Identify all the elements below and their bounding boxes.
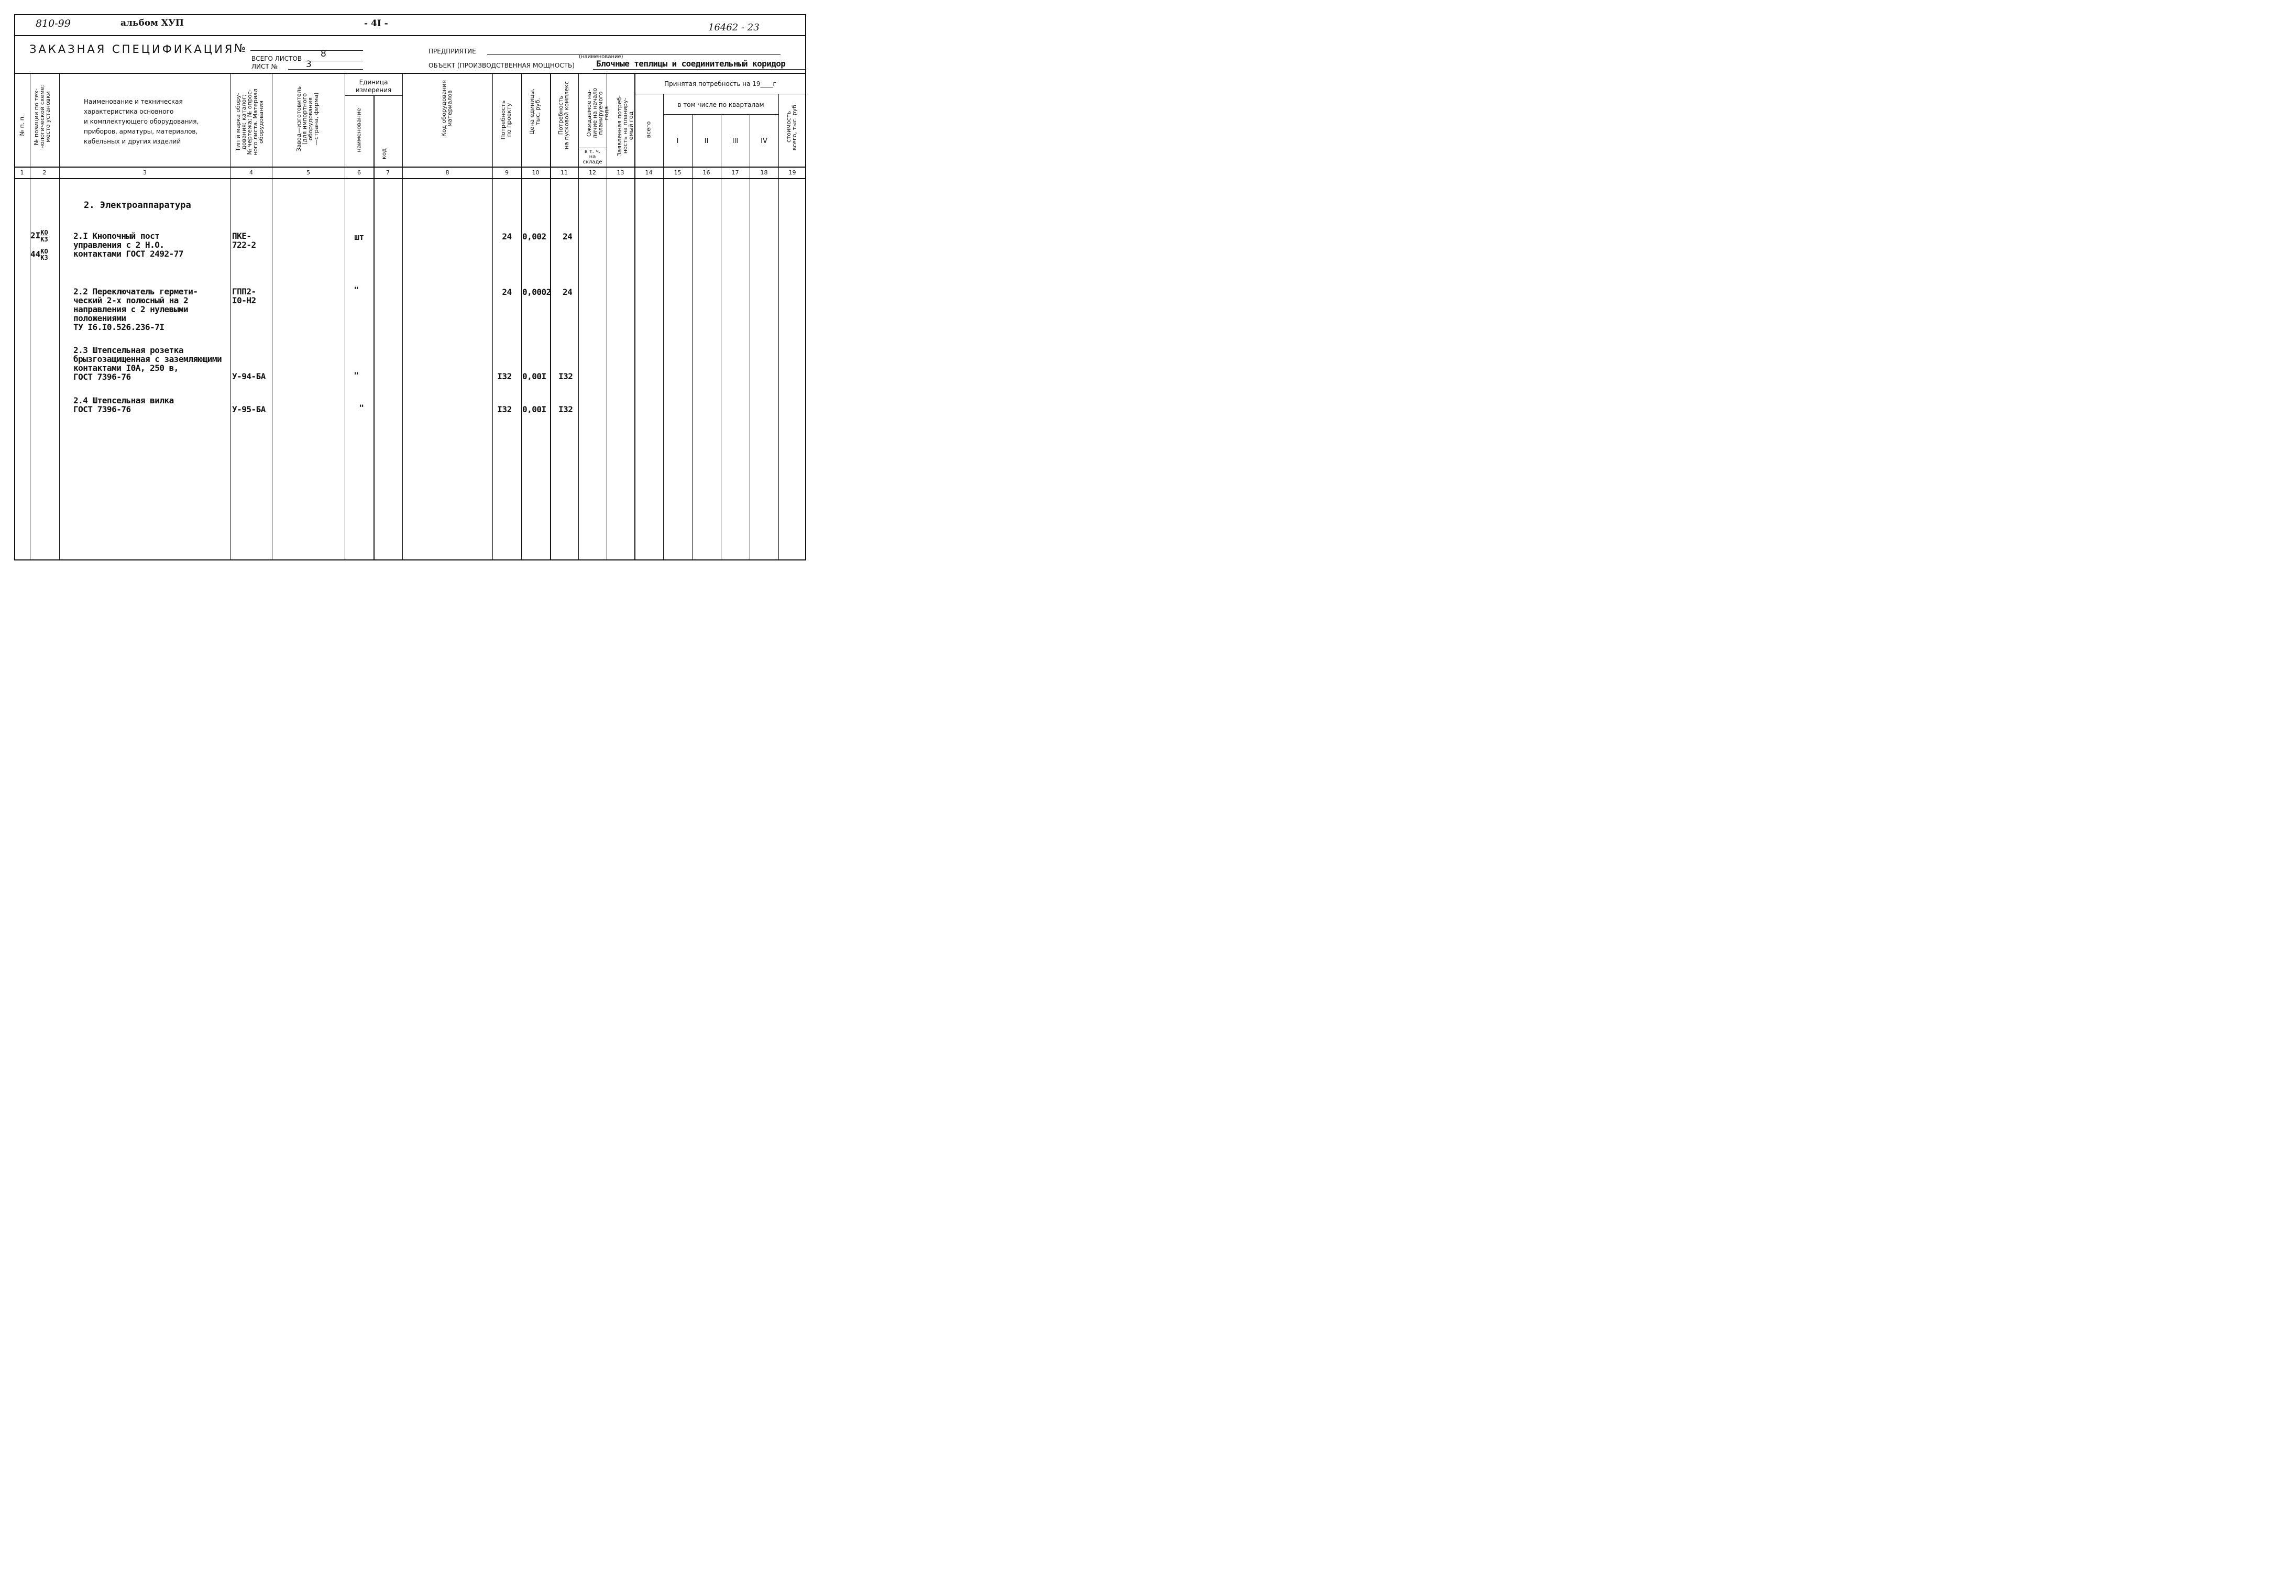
col-header-5: Завод—изготовитель (для импортного оборудования —страна, фирма)	[295, 86, 320, 152]
column-number: 18	[760, 169, 768, 176]
item-type: ГПП2- I0-Н2	[232, 287, 256, 305]
column-number: 15	[674, 169, 682, 176]
grid-line	[663, 114, 778, 115]
column-number: 9	[505, 169, 509, 176]
total-sheets-value: 8	[321, 49, 326, 59]
position-fraction	[40, 229, 48, 243]
grid-line	[692, 114, 693, 560]
item-name: 2.3 Штепсельная розетка брызгозащищенная с заземляющими контактами I0А, 250 в, ГОСТ 7396-76	[73, 345, 222, 382]
document-code-left: 810-99	[36, 18, 71, 29]
column-number: 13	[617, 169, 624, 176]
item-type: ПКЕ- 722-2	[232, 231, 256, 250]
column-number: 3	[143, 169, 147, 176]
position-fraction-top: КО	[40, 248, 48, 255]
col-header-14: всего	[645, 121, 652, 138]
table-top-border	[14, 73, 806, 74]
item-price: 0,0002	[522, 287, 551, 297]
column-number: 16	[702, 169, 710, 176]
grid-line	[663, 94, 664, 560]
grid-line	[402, 73, 403, 560]
position-number: 44	[30, 249, 41, 259]
grid-line	[778, 94, 779, 560]
quarters-group-header: в том числе по кварталам	[677, 101, 764, 108]
grid-line	[59, 73, 60, 560]
grid-line	[550, 73, 551, 560]
column-number: 19	[788, 169, 796, 176]
col-header-19: стоимость всего, тыс. руб.	[785, 103, 798, 151]
item-price: 0,002	[522, 232, 546, 241]
column-number: 11	[561, 169, 568, 176]
column-number: 6	[357, 169, 361, 176]
column-number: 14	[645, 169, 653, 176]
object-value: Блочные теплицы и соединительный коридор	[596, 59, 786, 69]
item-type: У-95-БА	[232, 404, 266, 414]
item-price: 0,00I	[522, 404, 546, 414]
col-header-1: № п. п.	[18, 115, 26, 136]
position-fraction	[40, 248, 48, 261]
item-unit: "	[354, 370, 359, 380]
page-number: - 4I -	[364, 18, 388, 29]
col-header-2: № позиции по тех- нологической схеме; место установки	[33, 84, 51, 149]
item-unit: "	[359, 403, 364, 413]
column-number: 7	[386, 169, 390, 176]
grid-line	[14, 167, 806, 168]
sheet-value: 3	[306, 59, 312, 70]
position-code	[30, 248, 48, 261]
item-name: 2.2 Переключатель гермети- ческий 2-х полюсный на 2 направления с 2 нулевыми положениями ТУ I6.I0.526.236-7I	[73, 287, 198, 332]
column-number: 1	[20, 169, 24, 176]
grid-line	[492, 73, 493, 560]
item-launch: I32	[558, 371, 573, 381]
document-code-right: 16462 - 23	[708, 22, 760, 33]
col-header-13: Заявленная потреб- ность на планиру- емый год	[616, 95, 634, 157]
col-header-12-sub: в т. ч. на складе	[583, 149, 602, 165]
item-need: 24	[502, 232, 512, 241]
grid-line	[14, 178, 806, 179]
col-header-11: Потребность на пусковой комплекс	[557, 81, 570, 149]
grid-line	[578, 73, 579, 560]
document-title: ЗАКАЗНАЯ СПЕЦИФИКАЦИЯ	[29, 43, 235, 56]
item-unit: "	[354, 285, 359, 295]
item-launch: I32	[558, 404, 573, 414]
col-header-3: Наименование и техническая характеристика основного и комплектующего оборудования, приборов, арматуры, материалов, кабельных и других изделий	[84, 98, 199, 145]
col-header-10: Цена единицы, тыс. руб.	[529, 88, 541, 135]
enterprise-line	[487, 54, 781, 55]
grid-line	[521, 73, 522, 560]
position-fraction-bottom: КЗ	[40, 236, 48, 243]
col-header-q3: III	[732, 137, 739, 145]
grid-line	[373, 95, 375, 560]
section-title: 2. Электроаппаратура	[84, 200, 191, 211]
column-number: 2	[42, 169, 47, 176]
spec-number-line	[250, 50, 363, 51]
item-launch: 24	[563, 287, 573, 297]
sheet-label: ЛИСТ №	[251, 63, 278, 70]
col-header-7: код	[380, 148, 388, 159]
col-header-q4: IV	[761, 137, 767, 145]
grid-line	[345, 95, 402, 96]
position-number: 2I	[30, 230, 41, 240]
item-name: 2.I Кнопочный пост управления с 2 Н.О. контактами ГОСТ 2492-77	[73, 231, 184, 259]
col-header-12: Ожидаемое на- личие на начало планируемого года	[586, 87, 610, 139]
col-header-6: наименование	[355, 108, 362, 152]
item-need: I32	[497, 371, 512, 381]
naming-note: (наименование)	[579, 54, 623, 60]
grid-line	[230, 73, 231, 560]
col-header-4: Тип и марка обору- дования; каталог; № чертежа; № опрос- ного листа. Материал оборудования	[235, 89, 265, 156]
item-name: 2.4 Штепсельная вилка ГОСТ 7396-76	[73, 395, 174, 414]
column-number: 12	[589, 169, 596, 176]
col-header-9: Потребность по проекту	[500, 100, 512, 140]
column-number: 10	[532, 169, 540, 176]
col-header-8: Код оборудования материалов	[441, 80, 453, 137]
album-label: альбом ХУП	[120, 18, 184, 28]
item-need: I32	[497, 404, 512, 414]
item-launch: 24	[563, 232, 573, 241]
column-number: 5	[306, 169, 310, 176]
item-unit: шт	[354, 232, 364, 242]
enterprise-label: ПРЕДПРИЯТИЕ	[429, 48, 476, 55]
column-number: 8	[445, 169, 449, 176]
object-label: ОБЪЕКТ (ПРОИЗВОДСТВЕННАЯ МОЩНОСТЬ)	[429, 62, 575, 69]
accepted-group-header: Принятая потребность на 19____г	[664, 80, 776, 87]
spec-number-label: №	[234, 42, 246, 54]
position-fraction-top: КО	[40, 229, 48, 236]
unit-group-header: Единица измерения	[355, 79, 392, 94]
item-need: 24	[502, 287, 512, 297]
sheet-line	[288, 69, 363, 70]
object-line	[593, 69, 806, 70]
position-fraction-bottom: КЗ	[40, 254, 48, 261]
col-header-q1: I	[676, 137, 679, 145]
position-code	[30, 229, 48, 243]
item-type: У-94-БА	[232, 371, 266, 381]
divider	[14, 35, 806, 36]
total-sheets-label: ВСЕГО ЛИСТОВ	[251, 55, 302, 62]
col-header-q2: II	[704, 137, 709, 145]
column-number: 17	[731, 169, 739, 176]
column-number: 4	[249, 169, 253, 176]
item-price: 0,00I	[522, 371, 546, 381]
